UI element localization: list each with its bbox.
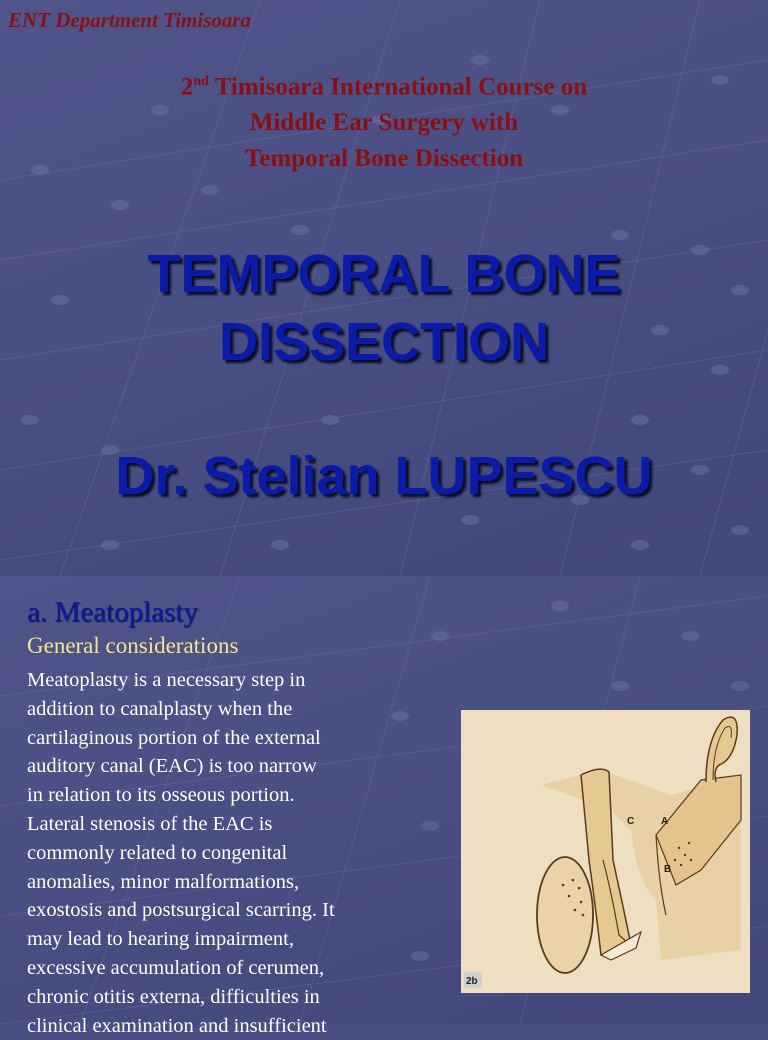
- body-line: clinical examination and insufficient: [27, 1014, 327, 1037]
- presentation-title: [0, 240, 768, 376]
- body-line: excessive accumulation of cerumen,: [27, 956, 325, 979]
- anatomical-drawing: [461, 710, 750, 993]
- ear-canal-figure: [461, 710, 750, 993]
- figure-label-a: A: [661, 816, 669, 827]
- body-line: commonly related to congenital: [27, 841, 288, 864]
- course-line-1: 2nd Timisoara International Course on: [180, 73, 588, 101]
- course-line-3: Temporal Bone Dissection: [244, 145, 524, 173]
- figure-panel-label: 2b: [466, 976, 478, 987]
- body-line: Lateral stenosis of the EAC is: [27, 812, 273, 835]
- meatoplasty-slide: [0, 576, 768, 1037]
- figure-label-b: B: [664, 864, 672, 875]
- title-line-2: DISSECTION: [218, 312, 550, 372]
- body-line: exostosis and postsurgical scarring. It: [27, 899, 335, 922]
- body-line: chronic otitis externa, difficulties in: [27, 985, 320, 1008]
- course-line-2: Middle Ear Surgery with: [249, 109, 519, 137]
- figure-label-c: C: [627, 816, 635, 827]
- body-text: [27, 666, 407, 1040]
- body-line: may lead to hearing impairment,: [27, 928, 294, 951]
- body-line: in relation to its osseous portion.: [27, 784, 295, 807]
- author-name: Dr. Stelian LUPESCU: [115, 446, 653, 506]
- body-line: Meatoplasty is a necessary step in: [27, 669, 306, 691]
- subheading: General considerations: [27, 633, 239, 658]
- body-line: addition to canalplasty when the: [27, 697, 293, 720]
- body-line: auditory canal (EAC) is too narrow: [27, 755, 317, 778]
- section-title: a. Meatoplasty: [27, 596, 198, 628]
- body-line: anomalies, minor malformations,: [27, 870, 300, 893]
- body-line: cartilaginous portion of the external: [27, 726, 321, 749]
- course-title: [0, 64, 768, 177]
- title-line-1: TEMPORAL BONE: [147, 244, 621, 304]
- department-label: ENT Department Timisoara: [8, 8, 252, 32]
